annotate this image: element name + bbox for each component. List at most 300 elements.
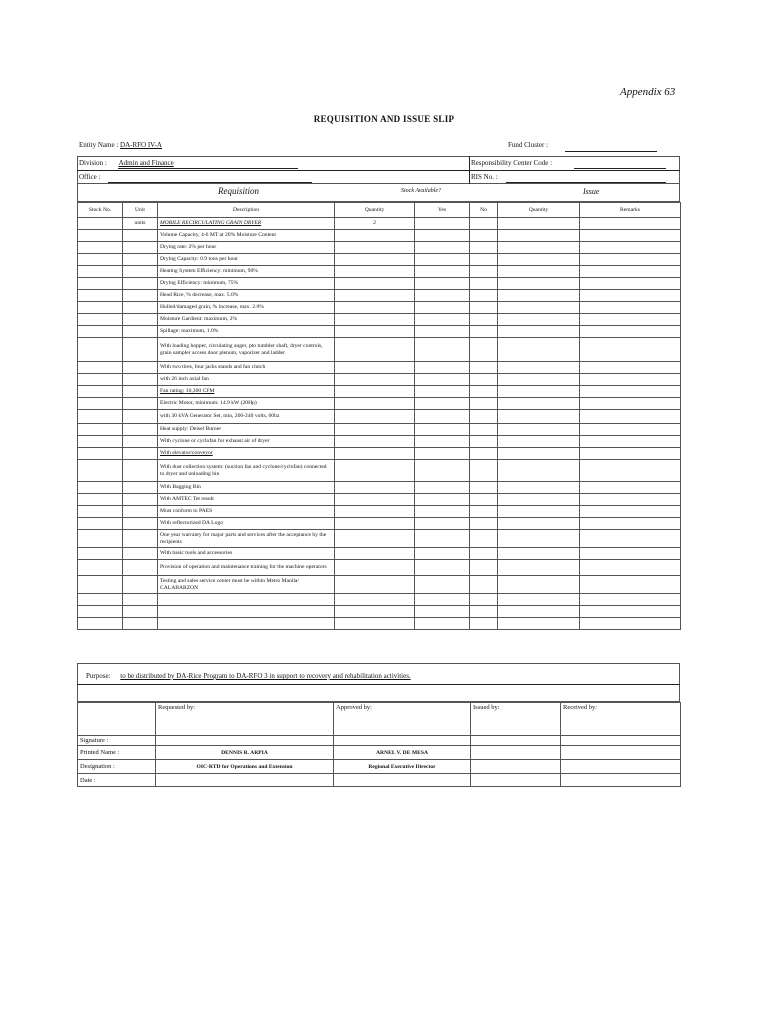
issue-quantity-cell (498, 494, 580, 506)
issue-quantity-cell (498, 398, 580, 410)
stock-no-cell (78, 594, 123, 606)
yes-cell (415, 230, 470, 242)
description-cell: Volume Capacity, 4-6 MT at 20% Moisture Content (158, 230, 335, 242)
table-header-row (78, 203, 681, 218)
remarks-cell (580, 424, 681, 436)
description-cell: With reflectorized DA Logo (158, 518, 335, 530)
issue-quantity-cell (498, 424, 580, 436)
divider (469, 156, 470, 184)
quantity-cell (335, 482, 415, 494)
ris-no-label: RIS No. : (471, 173, 498, 181)
table-row (78, 302, 681, 314)
requisition-table (77, 202, 681, 630)
issued-signature-field[interactable] (471, 736, 561, 746)
divider (77, 684, 680, 685)
stock-no-cell (78, 494, 123, 506)
no-cell (470, 482, 498, 494)
remarks-cell (580, 576, 681, 594)
unit-cell (123, 326, 158, 338)
yes-cell (415, 482, 470, 494)
no-cell (470, 230, 498, 242)
description-cell: Head Rice, % decrease, max. 5.0% (158, 290, 335, 302)
yes-cell (415, 218, 470, 230)
description-cell: Heating System Efficiency: minimum, 90% (158, 266, 335, 278)
remarks-cell (580, 448, 681, 460)
description-cell: Hulled/damaged grain, % increase, max. 2.0% (158, 302, 335, 314)
table-row (78, 448, 681, 460)
issue-quantity-cell (498, 290, 580, 302)
received-designation-field[interactable] (561, 760, 681, 774)
description-cell: With basic tools and accessories (158, 548, 335, 560)
entity-name-value: DA-RFO IV-A (120, 141, 162, 149)
designation-row (78, 760, 681, 774)
requested-date-field[interactable] (156, 774, 334, 787)
yes-cell (415, 290, 470, 302)
unit-cell (123, 494, 158, 506)
description-cell: Drying Capacity: 0.9 tons per hour (158, 254, 335, 266)
stock-no-cell (78, 460, 123, 482)
table-row (78, 338, 681, 362)
division-value: Admin and Finance (118, 159, 174, 167)
description-cell: Fan rating: 10,300 CFM (158, 386, 335, 398)
stock-no-cell (78, 326, 123, 338)
yes-cell (415, 518, 470, 530)
no-cell (470, 530, 498, 548)
table-row (78, 386, 681, 398)
unit-cell (123, 254, 158, 266)
yes-cell (415, 374, 470, 386)
stock-no-cell (78, 266, 123, 278)
table-row (78, 410, 681, 424)
yes-cell (415, 386, 470, 398)
issue-quantity-cell (498, 506, 580, 518)
stock-no-cell (78, 302, 123, 314)
table-row (78, 254, 681, 266)
col-yes: Yes (415, 203, 470, 218)
description-cell: Must conform to PAES (158, 506, 335, 518)
quantity-cell: 2 (335, 218, 415, 230)
no-cell (470, 362, 498, 374)
issue-quantity-cell (498, 314, 580, 326)
issue-quantity-cell (498, 218, 580, 230)
stock-no-cell (78, 436, 123, 448)
signature-label: Signature : (78, 736, 156, 746)
issued-name-field[interactable] (471, 746, 561, 760)
description-cell: Heat supply: Deisel Burner (158, 424, 335, 436)
description-cell: With AMTEC Tet result (158, 494, 335, 506)
no-cell (470, 410, 498, 424)
description-cell: One year warranty for major parts and services after the acceptance by the recipients (158, 530, 335, 548)
sig-corner (78, 703, 156, 736)
issue-quantity-cell (498, 230, 580, 242)
description-cell (158, 618, 335, 630)
unit-cell (123, 266, 158, 278)
quantity-cell (335, 410, 415, 424)
ris-line (506, 182, 666, 183)
description-cell: With elevator/conveyor (158, 448, 335, 460)
quantity-cell (335, 278, 415, 290)
remarks-cell (580, 548, 681, 560)
table-row (78, 460, 681, 482)
issue-quantity-cell (498, 242, 580, 254)
approved-date-field[interactable] (334, 774, 471, 787)
requested-name: DENNIS R. ARPIA (156, 746, 334, 760)
entity-name-field (79, 141, 162, 149)
stock-no-cell (78, 278, 123, 290)
quantity-cell (335, 266, 415, 278)
unit-cell (123, 618, 158, 630)
table-row (78, 278, 681, 290)
remarks-cell (580, 410, 681, 424)
issued-by-label: Issued by: (471, 703, 561, 736)
col-remarks: Remarks (580, 203, 681, 218)
remarks-cell (580, 374, 681, 386)
remarks-cell (580, 386, 681, 398)
yes-cell (415, 278, 470, 290)
no-cell (470, 338, 498, 362)
col-unit: Unit (123, 203, 158, 218)
received-date-field[interactable] (561, 774, 681, 787)
remarks-cell (580, 278, 681, 290)
yes-cell (415, 338, 470, 362)
remarks-cell (580, 618, 681, 630)
issue-label: Issue (583, 187, 600, 196)
requested-designation: OIC-RTD for Operations and Extension (156, 760, 334, 774)
no-cell (470, 290, 498, 302)
stock-no-cell (78, 218, 123, 230)
table-row (78, 290, 681, 302)
requested-by-label: Requested by: (156, 703, 334, 736)
purpose-box (77, 663, 680, 702)
description-cell: Drying rate: 2% per hour (158, 242, 335, 254)
description-cell: with 26 inch axial fan (158, 374, 335, 386)
designation-label: Designation : (78, 760, 156, 774)
fund-cluster-field (508, 141, 548, 149)
yes-cell (415, 576, 470, 594)
remarks-cell (580, 518, 681, 530)
issue-quantity-cell (498, 266, 580, 278)
issue-quantity-cell (498, 518, 580, 530)
remarks-cell (580, 230, 681, 242)
quantity-cell (335, 398, 415, 410)
unit-cell (123, 290, 158, 302)
table-row (78, 398, 681, 410)
table-row (78, 530, 681, 548)
unit-cell (123, 386, 158, 398)
yes-cell (415, 362, 470, 374)
yes-cell (415, 606, 470, 618)
stock-no-cell (78, 254, 123, 266)
table-row (78, 482, 681, 494)
quantity-cell (335, 606, 415, 618)
responsibility-center-label: Responsibility Center Code : (471, 159, 553, 167)
stock-no-cell (78, 482, 123, 494)
date-label: Date : (78, 774, 156, 787)
yes-cell (415, 594, 470, 606)
issue-quantity-cell (498, 576, 580, 594)
unit-cell (123, 594, 158, 606)
remarks-cell (580, 302, 681, 314)
quantity-cell (335, 530, 415, 548)
quantity-cell (335, 338, 415, 362)
yes-cell (415, 302, 470, 314)
no-cell (470, 448, 498, 460)
stock-no-cell (78, 398, 123, 410)
no-cell (470, 424, 498, 436)
remarks-cell (580, 560, 681, 576)
quantity-cell (335, 548, 415, 560)
stock-no-cell (78, 618, 123, 630)
no-cell (470, 576, 498, 594)
remarks-cell (580, 362, 681, 374)
quantity-cell (335, 254, 415, 266)
quantity-cell (335, 424, 415, 436)
remarks-cell (580, 290, 681, 302)
description-cell: With cyclone or cyclofan for exhaust air of dryer (158, 436, 335, 448)
purpose-text: to be distributed by DA-Rice Program to DA-RFO 3 in support to recovery and rehabilitation activities. (120, 672, 411, 680)
office-label: Office : (79, 173, 101, 181)
stock-no-cell (78, 242, 123, 254)
yes-cell (415, 530, 470, 548)
unit-cell (123, 374, 158, 386)
quantity-cell (335, 314, 415, 326)
unit-cell (123, 518, 158, 530)
issue-quantity-cell (498, 618, 580, 630)
table-row (78, 424, 681, 436)
quantity-cell (335, 362, 415, 374)
yes-cell (415, 398, 470, 410)
table-row (78, 560, 681, 576)
no-cell (470, 548, 498, 560)
description-cell: With Bagging Bin (158, 482, 335, 494)
no-cell (470, 506, 498, 518)
no-cell (470, 398, 498, 410)
stock-no-cell (78, 290, 123, 302)
unit-cell (123, 230, 158, 242)
table-row (78, 506, 681, 518)
quantity-cell (335, 448, 415, 460)
table-row (78, 518, 681, 530)
unit-cell (123, 460, 158, 482)
issue-quantity-cell (498, 548, 580, 560)
yes-cell (415, 410, 470, 424)
stock-no-cell (78, 362, 123, 374)
fund-cluster-line (565, 151, 657, 152)
quantity-cell (335, 506, 415, 518)
quantity-cell (335, 594, 415, 606)
issue-quantity-cell (498, 254, 580, 266)
description-cell: Provision of operation and maintenance training for the machine operators (158, 560, 335, 576)
unit-cell (123, 424, 158, 436)
table-row (78, 266, 681, 278)
stock-no-cell (78, 548, 123, 560)
description-cell: with 30 kVA Generator Set, min, 200-240 volts, 60hz (158, 410, 335, 424)
unit-cell (123, 436, 158, 448)
form-title: REQUISITION AND ISSUE SLIP (313, 114, 455, 124)
unit-cell (123, 576, 158, 594)
stock-no-cell (78, 530, 123, 548)
quantity-cell (335, 518, 415, 530)
no-cell (470, 266, 498, 278)
issue-quantity-cell (498, 606, 580, 618)
approved-signature-field[interactable] (334, 736, 471, 746)
remarks-cell (580, 242, 681, 254)
description-cell: With two tires, four jacks stands and fan clutch (158, 362, 335, 374)
description-cell: Testing and sales service center must be within Metro Manila/ CALABARZON (158, 576, 335, 594)
no-cell (470, 594, 498, 606)
yes-cell (415, 424, 470, 436)
yes-cell (415, 314, 470, 326)
remarks-cell (580, 506, 681, 518)
remarks-cell (580, 482, 681, 494)
issue-quantity-cell (498, 436, 580, 448)
issued-date-field[interactable] (471, 774, 561, 787)
fund-cluster-label: Fund Cluster : (508, 141, 549, 149)
no-cell (470, 618, 498, 630)
stock-no-cell (78, 560, 123, 576)
col-description: Description (158, 203, 335, 218)
requisition-label: Requisition (218, 186, 259, 196)
yes-cell (415, 242, 470, 254)
yes-cell (415, 548, 470, 560)
divider (77, 170, 680, 171)
no-cell (470, 518, 498, 530)
table-row (78, 494, 681, 506)
issue-quantity-cell (498, 410, 580, 424)
col-quantity: Quantity (335, 203, 415, 218)
approved-name: ARNEL V. DE MESA (334, 746, 471, 760)
unit-cell (123, 506, 158, 518)
unit-cell (123, 482, 158, 494)
unit-cell: units (123, 218, 158, 230)
unit-cell (123, 362, 158, 374)
table-row (78, 548, 681, 560)
yes-cell (415, 448, 470, 460)
approved-designation: Regional Executive Director (334, 760, 471, 774)
issued-designation-field[interactable] (471, 760, 561, 774)
stock-no-cell (78, 606, 123, 618)
remarks-cell (580, 436, 681, 448)
issue-quantity-cell (498, 326, 580, 338)
description-cell: Spillage: maximum, 1.0% (158, 326, 335, 338)
remarks-cell (580, 314, 681, 326)
received-signature-field[interactable] (561, 736, 681, 746)
quantity-cell (335, 374, 415, 386)
no-cell (470, 242, 498, 254)
issue-quantity-cell (498, 460, 580, 482)
quantity-cell (335, 230, 415, 242)
unit-cell (123, 278, 158, 290)
stock-no-cell (78, 386, 123, 398)
col-no: No (470, 203, 498, 218)
quantity-cell (335, 302, 415, 314)
received-name-field[interactable] (561, 746, 681, 760)
unit-cell (123, 314, 158, 326)
division-field (79, 159, 174, 167)
description-cell: MOBILE RECIRCULATING GRAIN DRYER (158, 218, 335, 230)
issue-quantity-cell (498, 386, 580, 398)
yes-cell (415, 560, 470, 576)
no-cell (470, 326, 498, 338)
issue-quantity-cell (498, 338, 580, 362)
approved-by-label: Approved by: (334, 703, 471, 736)
quantity-cell (335, 326, 415, 338)
division-label: Division : (79, 159, 107, 167)
col-stock-no: Stock No. (78, 203, 123, 218)
printed-name-row (78, 746, 681, 760)
no-cell (470, 436, 498, 448)
table-row (78, 576, 681, 594)
unit-cell (123, 410, 158, 424)
purpose-label: Purpose: (86, 672, 111, 680)
stock-available-label: Stock Available? (401, 188, 442, 194)
appendix-label: Appendix 63 (620, 86, 676, 98)
sig-spacer-row (78, 736, 681, 746)
unit-cell (123, 242, 158, 254)
date-row (78, 774, 681, 787)
quantity-cell (335, 290, 415, 302)
signature-table (77, 702, 681, 787)
no-cell (470, 374, 498, 386)
description-cell: With loading hopper, circulating auger, pto tumbler shaft, dryer controls, grain sampler access door plenum, vaporizer and ladder (158, 338, 335, 362)
quantity-cell (335, 560, 415, 576)
no-cell (470, 606, 498, 618)
division-line (118, 168, 298, 169)
issue-quantity-cell (498, 362, 580, 374)
stock-no-cell (78, 314, 123, 326)
unit-cell (123, 398, 158, 410)
requested-signature-field[interactable] (156, 736, 334, 746)
stock-no-cell (78, 448, 123, 460)
table-row (78, 218, 681, 230)
stock-no-cell (78, 506, 123, 518)
quantity-cell (335, 618, 415, 630)
stock-no-cell (78, 338, 123, 362)
unit-cell (123, 338, 158, 362)
no-cell (470, 254, 498, 266)
table-row (78, 362, 681, 374)
table-row (78, 606, 681, 618)
table-row (78, 374, 681, 386)
quantity-cell (335, 460, 415, 482)
remarks-cell (580, 460, 681, 482)
table-row (78, 594, 681, 606)
no-cell (470, 386, 498, 398)
yes-cell (415, 460, 470, 482)
yes-cell (415, 266, 470, 278)
quantity-cell (335, 386, 415, 398)
no-cell (470, 278, 498, 290)
description-cell: Moisture Gardient: maximum, 2% (158, 314, 335, 326)
yes-cell (415, 326, 470, 338)
yes-cell (415, 254, 470, 266)
unit-cell (123, 530, 158, 548)
office-line (108, 182, 312, 183)
purpose-field (86, 672, 411, 680)
table-row (78, 326, 681, 338)
stock-no-cell (78, 230, 123, 242)
issue-quantity-cell (498, 374, 580, 386)
sig-header-row (78, 703, 681, 736)
quantity-cell (335, 242, 415, 254)
description-cell: Drying Efficiency: minimum, 75% (158, 278, 335, 290)
remarks-cell (580, 326, 681, 338)
issue-quantity-cell (498, 448, 580, 460)
no-cell (470, 218, 498, 230)
table-row (78, 242, 681, 254)
no-cell (470, 560, 498, 576)
unit-cell (123, 448, 158, 460)
